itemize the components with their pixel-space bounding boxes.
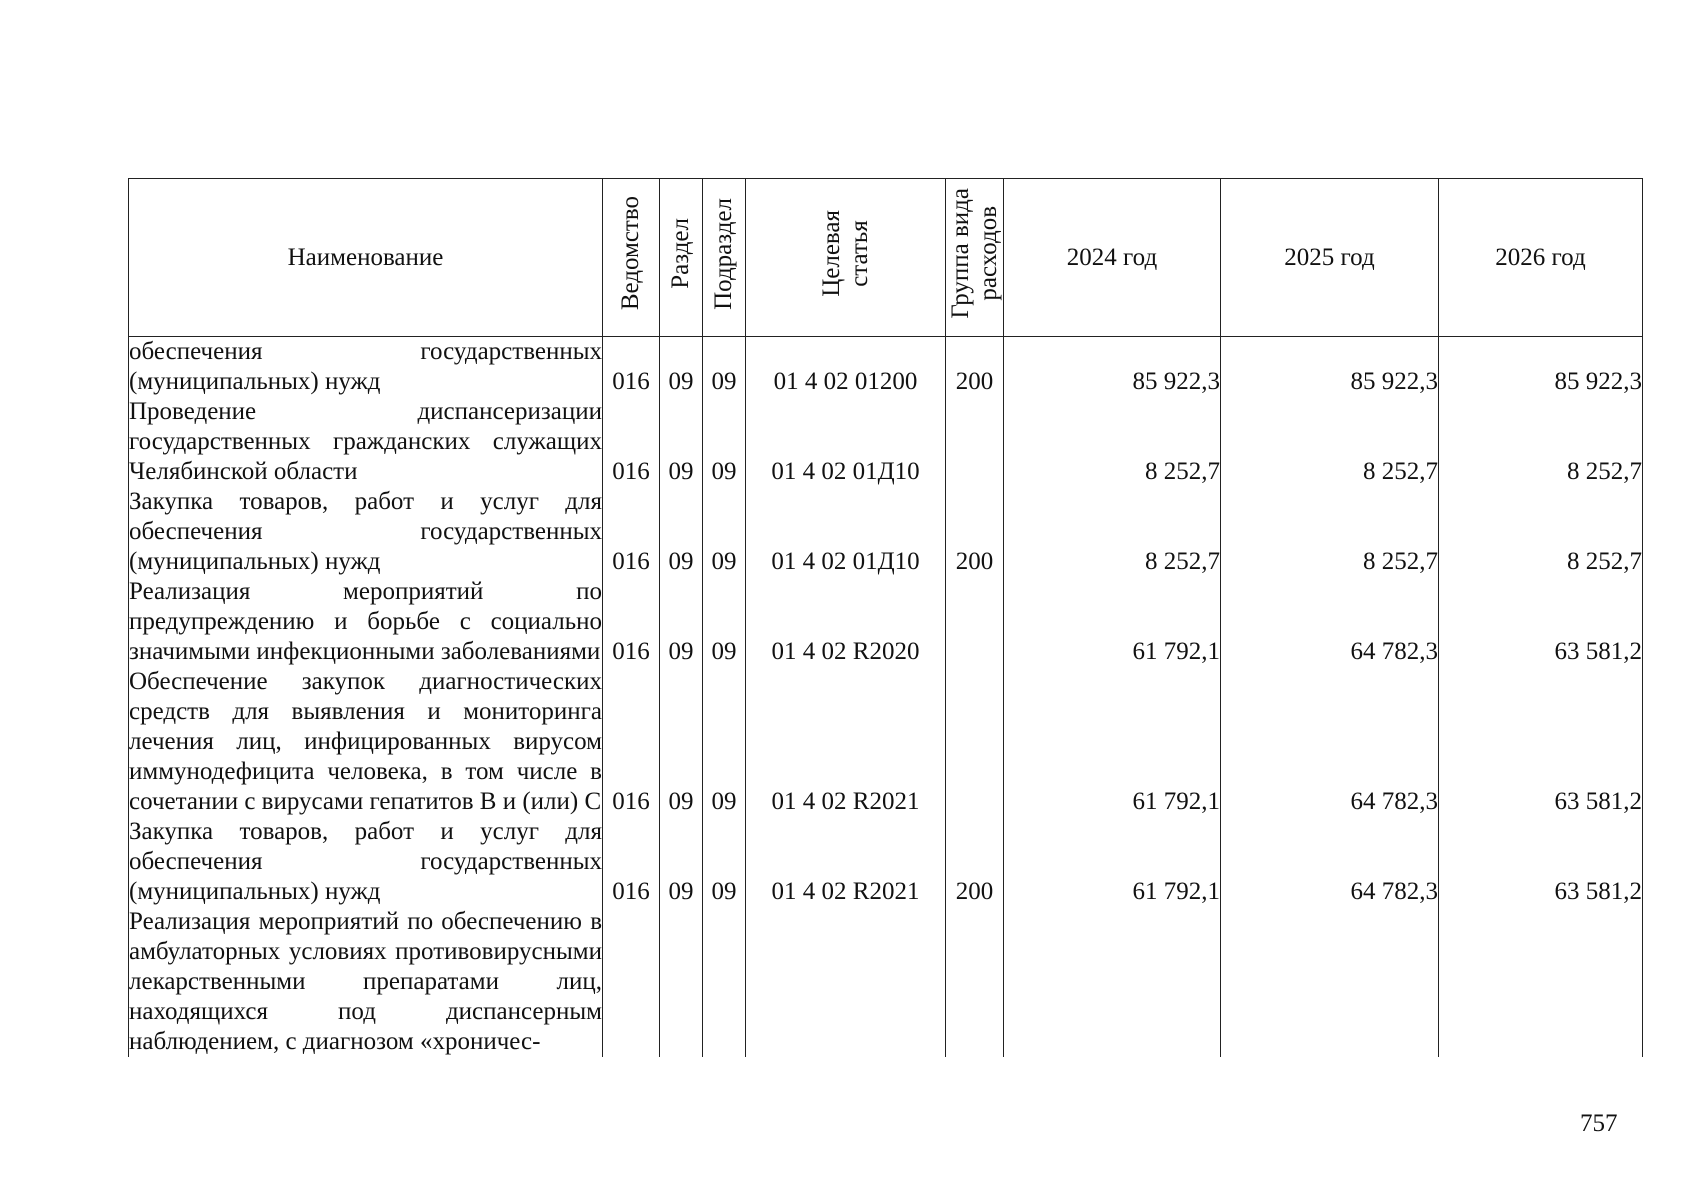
row-razdel: 09 bbox=[660, 817, 703, 907]
row-podrazdel: 09 bbox=[703, 337, 746, 398]
row-vedomstvo: 016 bbox=[603, 397, 660, 487]
page-number: 757 bbox=[1580, 1110, 1618, 1137]
header-2024: 2024 год bbox=[1004, 179, 1221, 337]
row-name: Закупка товаров, работ и услуг для обеспечения государственных (муниципальных) нужд bbox=[129, 488, 602, 575]
header-2025: 2025 год bbox=[1221, 179, 1439, 337]
row-2026: 63 581,2 bbox=[1439, 577, 1643, 667]
row-2026: 63 581,2 bbox=[1439, 667, 1643, 817]
row-vedomstvo: 016 bbox=[603, 337, 660, 398]
row-2025: 64 782,3 bbox=[1221, 667, 1439, 817]
table-row bbox=[129, 397, 1643, 487]
row-celevaya-statya: 01 4 02 01Д10 bbox=[746, 397, 946, 487]
row-podrazdel: 09 bbox=[703, 817, 746, 907]
row-2025: 64 782,3 bbox=[1221, 817, 1439, 907]
row-razdel: 09 bbox=[660, 667, 703, 817]
row-vedomstvo: 016 bbox=[603, 817, 660, 907]
table-header-row bbox=[129, 179, 1643, 337]
row-celevaya-statya: 01 4 02 01Д10 bbox=[746, 487, 946, 577]
row-podrazdel: 09 bbox=[703, 667, 746, 817]
row-vedomstvo: 016 bbox=[603, 667, 660, 817]
table-row bbox=[129, 907, 1643, 1057]
row-vid-rashodov bbox=[946, 907, 1004, 1057]
row-vid-rashodov: 200 bbox=[946, 337, 1004, 398]
header-podrazdel: Подраздел bbox=[703, 179, 746, 337]
row-vid-rashodov bbox=[946, 577, 1004, 667]
row-podrazdel: 09 bbox=[703, 577, 746, 667]
header-2026: 2026 год bbox=[1439, 179, 1643, 337]
row-podrazdel: 09 bbox=[703, 397, 746, 487]
table-row bbox=[129, 667, 1643, 817]
row-2024: 61 792,1 bbox=[1004, 667, 1221, 817]
row-celevaya-statya: 01 4 02 01200 bbox=[746, 337, 946, 398]
row-2024 bbox=[1004, 907, 1221, 1057]
row-name: Обеспечение закупок диагностических средств для выявления и мониторинга лечения лиц, инфицированных вирусом иммунодефицита человека, в том числе в сочетании с вирусами гепатитов В и (или) С bbox=[129, 668, 602, 815]
row-celevaya-statya: 01 4 02 R2021 bbox=[746, 817, 946, 907]
row-2024: 85 922,3 bbox=[1004, 337, 1221, 398]
row-name: Закупка товаров, работ и услуг для обеспечения государственных (муниципальных) нужд bbox=[129, 818, 602, 905]
row-2025: 8 252,7 bbox=[1221, 397, 1439, 487]
row-vedomstvo: 016 bbox=[603, 577, 660, 667]
row-razdel bbox=[660, 907, 703, 1057]
row-2026: 8 252,7 bbox=[1439, 487, 1643, 577]
row-podrazdel: 09 bbox=[703, 487, 746, 577]
row-celevaya-statya bbox=[746, 907, 946, 1057]
header-razdel: Раздел bbox=[660, 179, 703, 337]
row-2026 bbox=[1439, 907, 1643, 1057]
row-razdel: 09 bbox=[660, 337, 703, 398]
row-razdel: 09 bbox=[660, 397, 703, 487]
row-vedomstvo: 016 bbox=[603, 487, 660, 577]
row-2024: 61 792,1 bbox=[1004, 577, 1221, 667]
row-name: Проведение диспансеризации государственных гражданских служащих Челябинской области bbox=[129, 398, 602, 485]
row-vid-rashodov: 200 bbox=[946, 487, 1004, 577]
table-row bbox=[129, 817, 1643, 907]
row-2024: 61 792,1 bbox=[1004, 817, 1221, 907]
row-2025 bbox=[1221, 907, 1439, 1057]
row-vedomstvo bbox=[603, 907, 660, 1057]
row-celevaya-statya: 01 4 02 R2021 bbox=[746, 667, 946, 817]
row-celevaya-statya: 01 4 02 R2020 bbox=[746, 577, 946, 667]
table-row bbox=[129, 487, 1643, 577]
row-2025: 85 922,3 bbox=[1221, 337, 1439, 398]
row-razdel: 09 bbox=[660, 577, 703, 667]
row-vid-rashodov bbox=[946, 667, 1004, 817]
row-vid-rashodov bbox=[946, 397, 1004, 487]
row-2024: 8 252,7 bbox=[1004, 397, 1221, 487]
row-name: обеспечения государственных (муниципальных) нужд bbox=[129, 338, 602, 395]
row-name: Реализация мероприятий по обеспечению в амбулаторных условиях противовирусными лекарственными препаратами лиц, находящихся под диспансерным наблюдением, с диагнозом «хроничес- bbox=[129, 908, 602, 1055]
row-name: Реализация мероприятий по предупреждению и борьбе с социально значимыми инфекционными заболеваниями bbox=[129, 578, 602, 665]
header-gruppa-vida-rashodov: Группа вида расходов bbox=[946, 179, 1004, 337]
header-celevaya-statya: Целевая статья bbox=[746, 179, 946, 337]
row-podrazdel bbox=[703, 907, 746, 1057]
row-vid-rashodov: 200 bbox=[946, 817, 1004, 907]
budget-table bbox=[128, 178, 1643, 1057]
row-2024: 8 252,7 bbox=[1004, 487, 1221, 577]
table-row bbox=[129, 577, 1643, 667]
table-row bbox=[129, 337, 1643, 398]
row-2026: 85 922,3 bbox=[1439, 337, 1643, 398]
row-2025: 64 782,3 bbox=[1221, 577, 1439, 667]
header-name: Наименование bbox=[129, 179, 603, 337]
row-2026: 8 252,7 bbox=[1439, 397, 1643, 487]
row-2026: 63 581,2 bbox=[1439, 817, 1643, 907]
row-razdel: 09 bbox=[660, 487, 703, 577]
row-2025: 8 252,7 bbox=[1221, 487, 1439, 577]
header-vedomstvo: Ведомство bbox=[603, 179, 660, 337]
